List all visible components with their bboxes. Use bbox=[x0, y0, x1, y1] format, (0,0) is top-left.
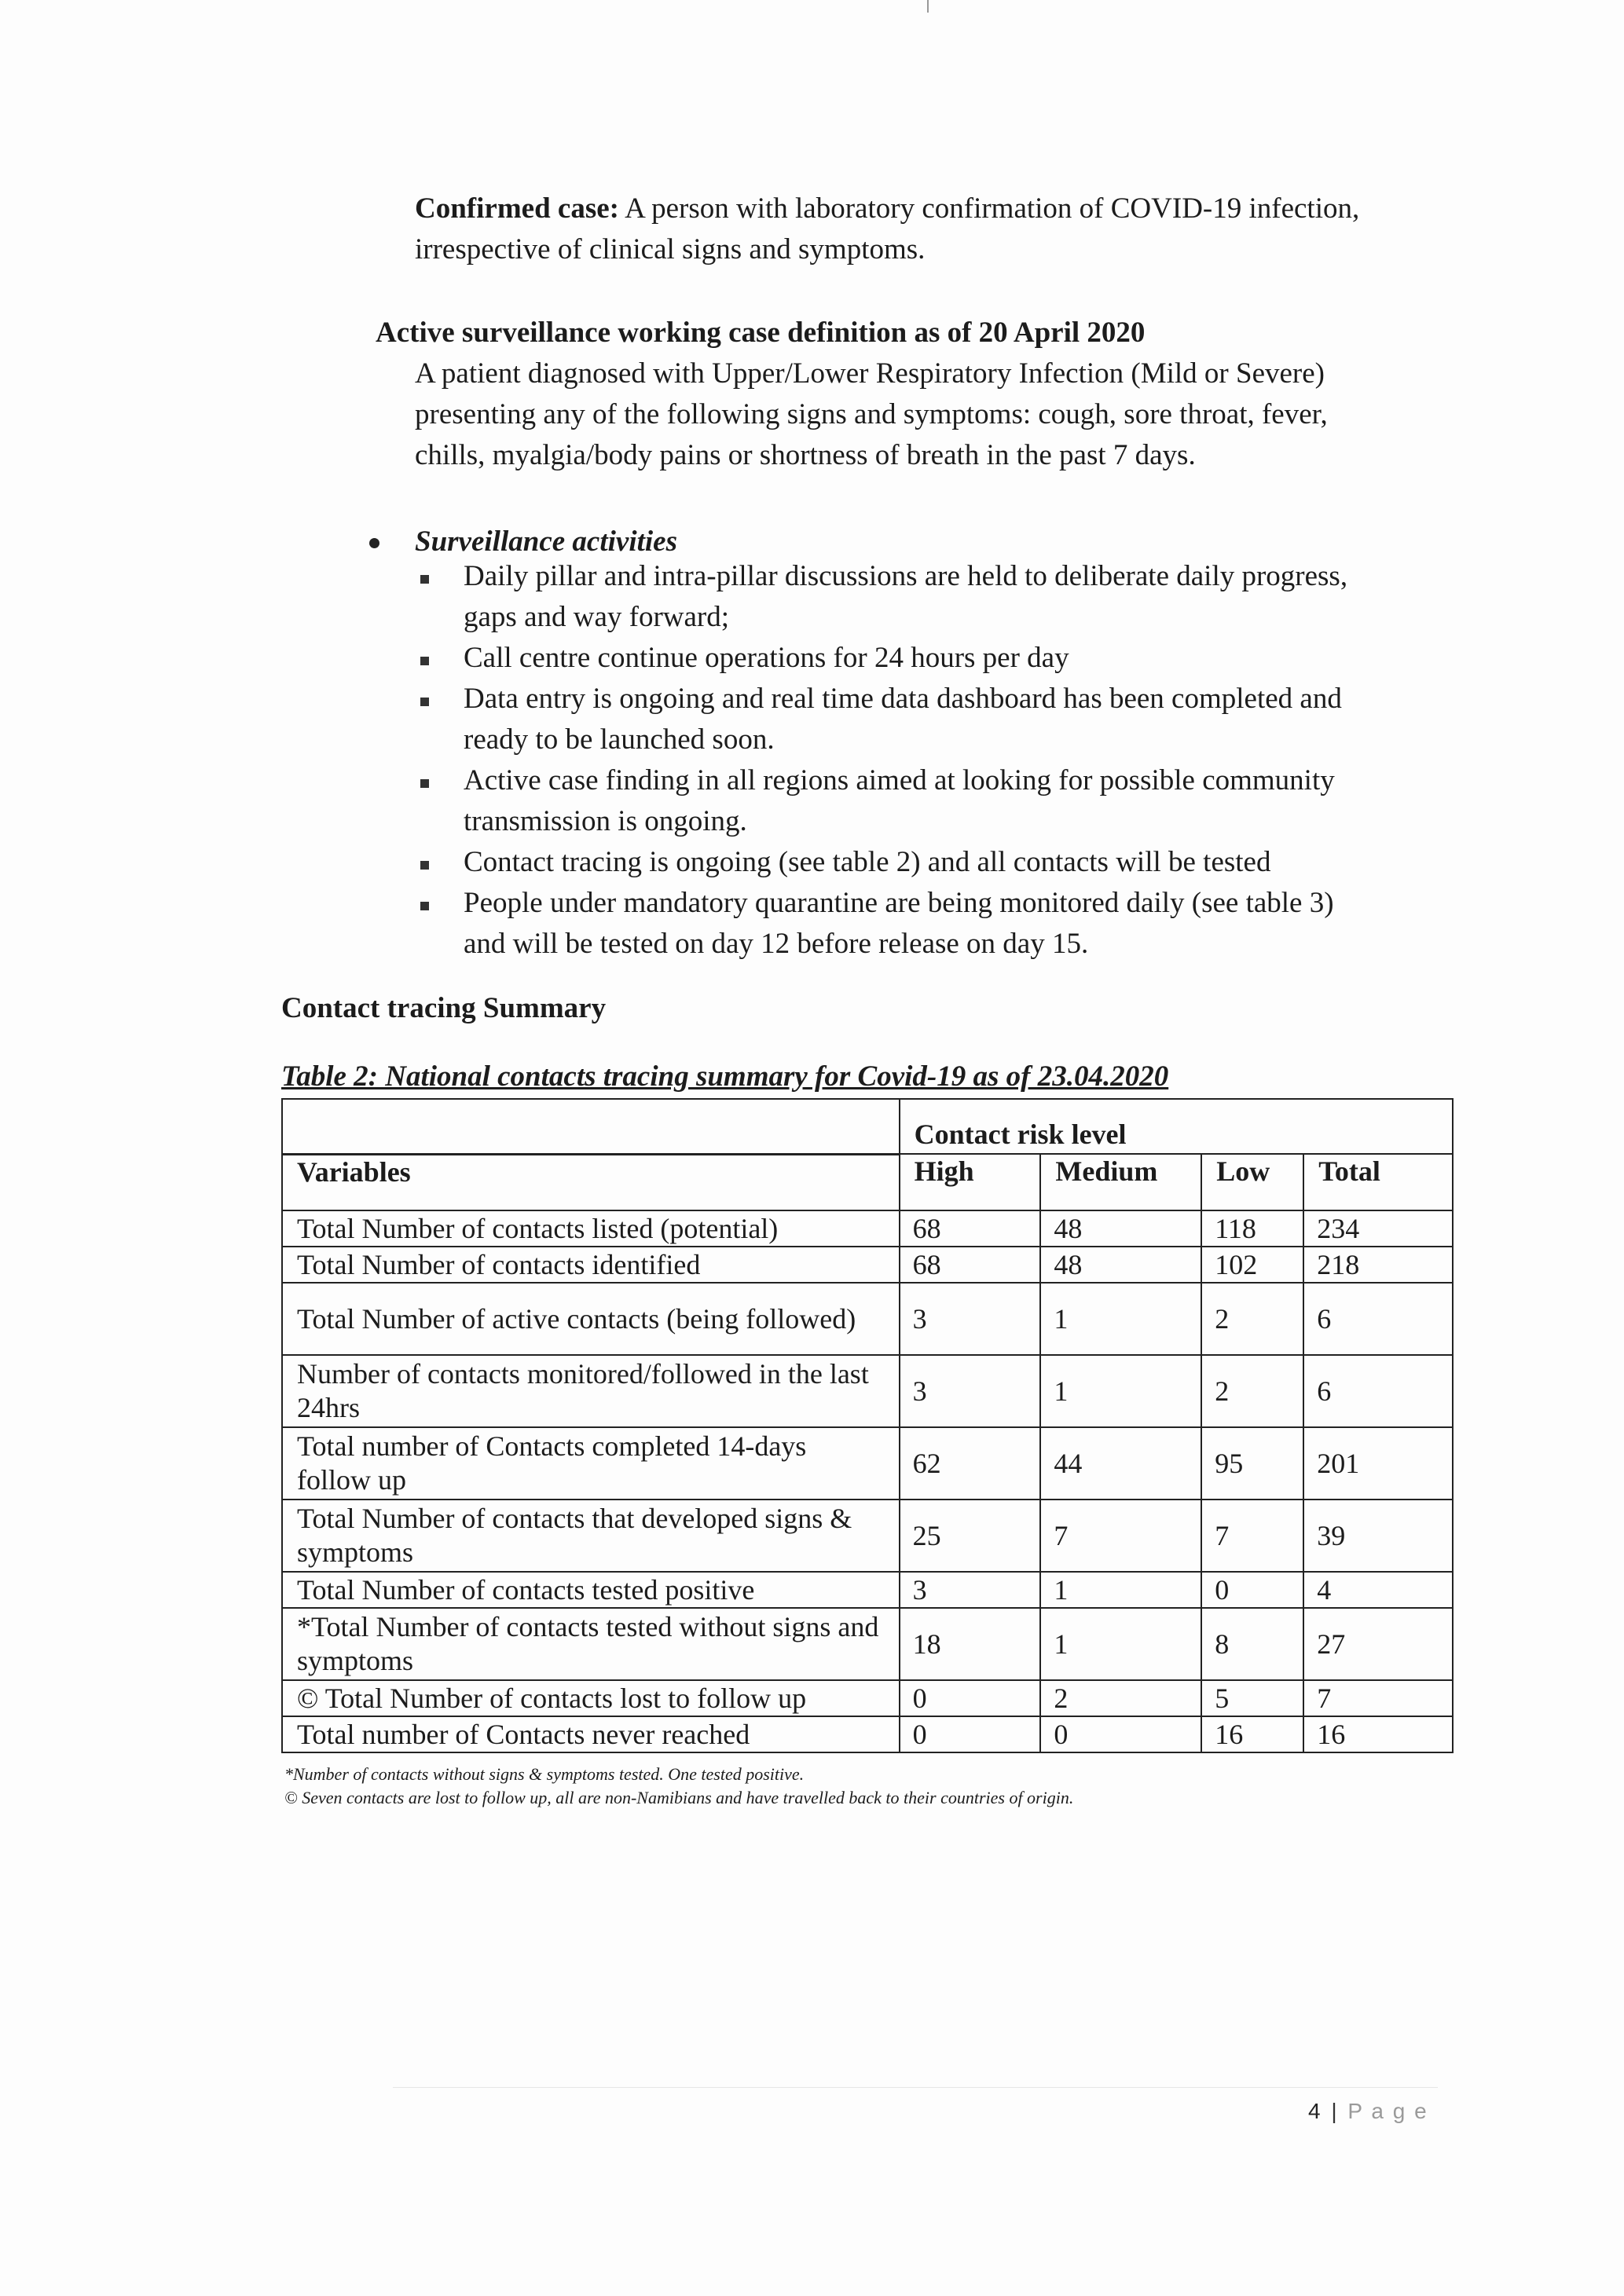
confirmed-case-label: Confirmed case: bbox=[415, 192, 619, 225]
bullet-dot-icon bbox=[369, 538, 379, 548]
cell-total: 39 bbox=[1303, 1500, 1453, 1572]
bullet-square-icon bbox=[420, 657, 429, 665]
cell-medium: 2 bbox=[1040, 1680, 1201, 1716]
list-item-line: gaps and way forward; bbox=[464, 601, 730, 633]
column-header-variables: Variables bbox=[282, 1154, 900, 1210]
confirmed-case-paragraph bbox=[415, 189, 1436, 270]
page-separator: | bbox=[1331, 2099, 1337, 2123]
column-header-total: Total bbox=[1303, 1154, 1453, 1210]
cell-medium: 48 bbox=[1040, 1210, 1201, 1247]
table-row bbox=[282, 1247, 1453, 1283]
list-item-line: Daily pillar and intra-pillar discussions are held to deliberate daily progress, bbox=[464, 560, 1348, 592]
table-row bbox=[282, 1355, 1453, 1427]
cell-low: 5 bbox=[1201, 1680, 1303, 1716]
cell-medium: 1 bbox=[1040, 1608, 1201, 1680]
group-header: Contact risk level bbox=[900, 1099, 1453, 1154]
cell-total: 218 bbox=[1303, 1247, 1453, 1283]
confirmed-case-text: A person with laboratory confirmation of COVID-19 infection, bbox=[618, 192, 1360, 225]
list-item-line: People under mandatory quarantine are being monitored daily (see table 3) bbox=[464, 887, 1334, 919]
row-label: *Total Number of contacts tested without signs and symptoms bbox=[282, 1608, 900, 1680]
list-item bbox=[464, 760, 1454, 842]
table-row bbox=[282, 1716, 1453, 1752]
list-item bbox=[464, 842, 1454, 883]
row-label: Total Number of contacts identified bbox=[282, 1247, 900, 1283]
cell-total: 234 bbox=[1303, 1210, 1453, 1247]
footnote-copyright: © Seven contacts are lost to follow up, all are non-Namibians and have travelled back to their countries of origin. bbox=[284, 1788, 1074, 1807]
bullet-square-icon bbox=[420, 575, 429, 584]
definition-line: presenting any of the following signs and symptoms: cough, sore throat, fever, bbox=[415, 398, 1328, 430]
definition-line: chills, myalgia/body pains or shortness of breath in the past 7 days. bbox=[415, 439, 1196, 471]
cell-high: 0 bbox=[900, 1680, 1041, 1716]
bullet-square-icon bbox=[420, 902, 429, 910]
confirmed-case-text-2: irrespective of clinical signs and symptoms. bbox=[415, 233, 926, 265]
row-label: Total Number of contacts listed (potential) bbox=[282, 1210, 900, 1247]
table-caption: Table 2: National contacts tracing summary for Covid-19 as of 23.04.2020 bbox=[281, 1060, 1169, 1093]
table-row bbox=[282, 1608, 1453, 1680]
cell-total: 6 bbox=[1303, 1355, 1453, 1427]
row-label: Total number of Contacts completed 14-days follow up bbox=[282, 1427, 900, 1500]
page-footer bbox=[1308, 2099, 1428, 2124]
table-row bbox=[282, 1680, 1453, 1716]
footer-rule bbox=[393, 2087, 1438, 2088]
cell-total: 16 bbox=[1303, 1716, 1453, 1752]
definition-line: A patient diagnosed with Upper/Lower Respiratory Infection (Mild or Severe) bbox=[415, 357, 1325, 390]
cell-medium: 1 bbox=[1040, 1283, 1201, 1355]
list-item-line: ready to be launched soon. bbox=[464, 723, 775, 756]
cell-medium: 44 bbox=[1040, 1427, 1201, 1500]
column-header-low: Low bbox=[1201, 1154, 1303, 1210]
cell-medium: 1 bbox=[1040, 1572, 1201, 1608]
cell-medium: 7 bbox=[1040, 1500, 1201, 1572]
cell-high: 25 bbox=[900, 1500, 1041, 1572]
cell-total: 4 bbox=[1303, 1572, 1453, 1608]
list-item bbox=[464, 556, 1454, 638]
cell-low: 2 bbox=[1201, 1283, 1303, 1355]
cell-low: 8 bbox=[1201, 1608, 1303, 1680]
empty-header-cell bbox=[282, 1099, 900, 1154]
list-item bbox=[464, 883, 1454, 965]
list-item-line: Call centre continue operations for 24 hours per day bbox=[464, 642, 1069, 674]
bullet-square-icon bbox=[420, 698, 429, 706]
page-label: P a g e bbox=[1347, 2099, 1428, 2123]
footnote-asterisk: *Number of contacts without signs & symptoms tested. One tested positive. bbox=[284, 1764, 805, 1784]
cell-total: 7 bbox=[1303, 1680, 1453, 1716]
table-row bbox=[282, 1500, 1453, 1572]
cell-medium: 0 bbox=[1040, 1716, 1201, 1752]
cell-high: 0 bbox=[900, 1716, 1041, 1752]
row-label: Number of contacts monitored/followed in the last 24hrs bbox=[282, 1355, 900, 1427]
table-header-row bbox=[282, 1154, 1453, 1210]
row-label: Total Number of active contacts (being followed) bbox=[282, 1283, 900, 1355]
list-item-line: Contact tracing is ongoing (see table 2) and all contacts will be tested bbox=[464, 846, 1271, 878]
list-item-line: Data entry is ongoing and real time data dashboard has been completed and bbox=[464, 683, 1342, 715]
cell-low: 95 bbox=[1201, 1427, 1303, 1500]
cell-low: 0 bbox=[1201, 1572, 1303, 1608]
active-definition-paragraph bbox=[415, 353, 1436, 476]
list-item bbox=[464, 638, 1454, 679]
row-label: © Total Number of contacts lost to follow up bbox=[282, 1680, 900, 1716]
cell-total: 201 bbox=[1303, 1427, 1453, 1500]
bullet-square-icon bbox=[420, 861, 429, 870]
surveillance-title: Surveillance activities bbox=[415, 525, 677, 558]
cell-total: 6 bbox=[1303, 1283, 1453, 1355]
page-number: 4 bbox=[1308, 2099, 1321, 2123]
cell-medium: 48 bbox=[1040, 1247, 1201, 1283]
list-item-line: Active case finding in all regions aimed at looking for possible community bbox=[464, 764, 1335, 796]
bullet-square-icon bbox=[420, 779, 429, 788]
cell-high: 3 bbox=[900, 1283, 1041, 1355]
scan-mark bbox=[927, 0, 929, 13]
list-item-line: transmission is ongoing. bbox=[464, 805, 747, 837]
cell-low: 118 bbox=[1201, 1210, 1303, 1247]
contact-tracing-heading: Contact tracing Summary bbox=[281, 992, 607, 1024]
table-row bbox=[282, 1210, 1453, 1247]
cell-high: 3 bbox=[900, 1355, 1041, 1427]
cell-high: 68 bbox=[900, 1247, 1041, 1283]
contact-tracing-table bbox=[281, 1098, 1454, 1753]
cell-low: 2 bbox=[1201, 1355, 1303, 1427]
cell-high: 62 bbox=[900, 1427, 1041, 1500]
cell-high: 3 bbox=[900, 1572, 1041, 1608]
table-row bbox=[282, 1283, 1453, 1355]
cell-low: 7 bbox=[1201, 1500, 1303, 1572]
cell-total: 27 bbox=[1303, 1608, 1453, 1680]
list-item bbox=[464, 679, 1454, 760]
table-row bbox=[282, 1572, 1453, 1608]
cell-high: 18 bbox=[900, 1608, 1041, 1680]
row-label: Total Number of contacts tested positive bbox=[282, 1572, 900, 1608]
active-definition-heading: Active surveillance working case definition as of 20 April 2020 bbox=[376, 317, 1146, 349]
list-item-line: and will be tested on day 12 before release on day 15. bbox=[464, 928, 1089, 960]
table-group-header-row bbox=[282, 1099, 1453, 1154]
column-header-high: High bbox=[900, 1154, 1041, 1210]
cell-medium: 1 bbox=[1040, 1355, 1201, 1427]
cell-low: 16 bbox=[1201, 1716, 1303, 1752]
row-label: Total Number of contacts that developed signs & symptoms bbox=[282, 1500, 900, 1572]
cell-low: 102 bbox=[1201, 1247, 1303, 1283]
cell-high: 68 bbox=[900, 1210, 1041, 1247]
row-label: Total number of Contacts never reached bbox=[282, 1716, 900, 1752]
column-header-medium: Medium bbox=[1040, 1154, 1201, 1210]
table-row bbox=[282, 1427, 1453, 1500]
